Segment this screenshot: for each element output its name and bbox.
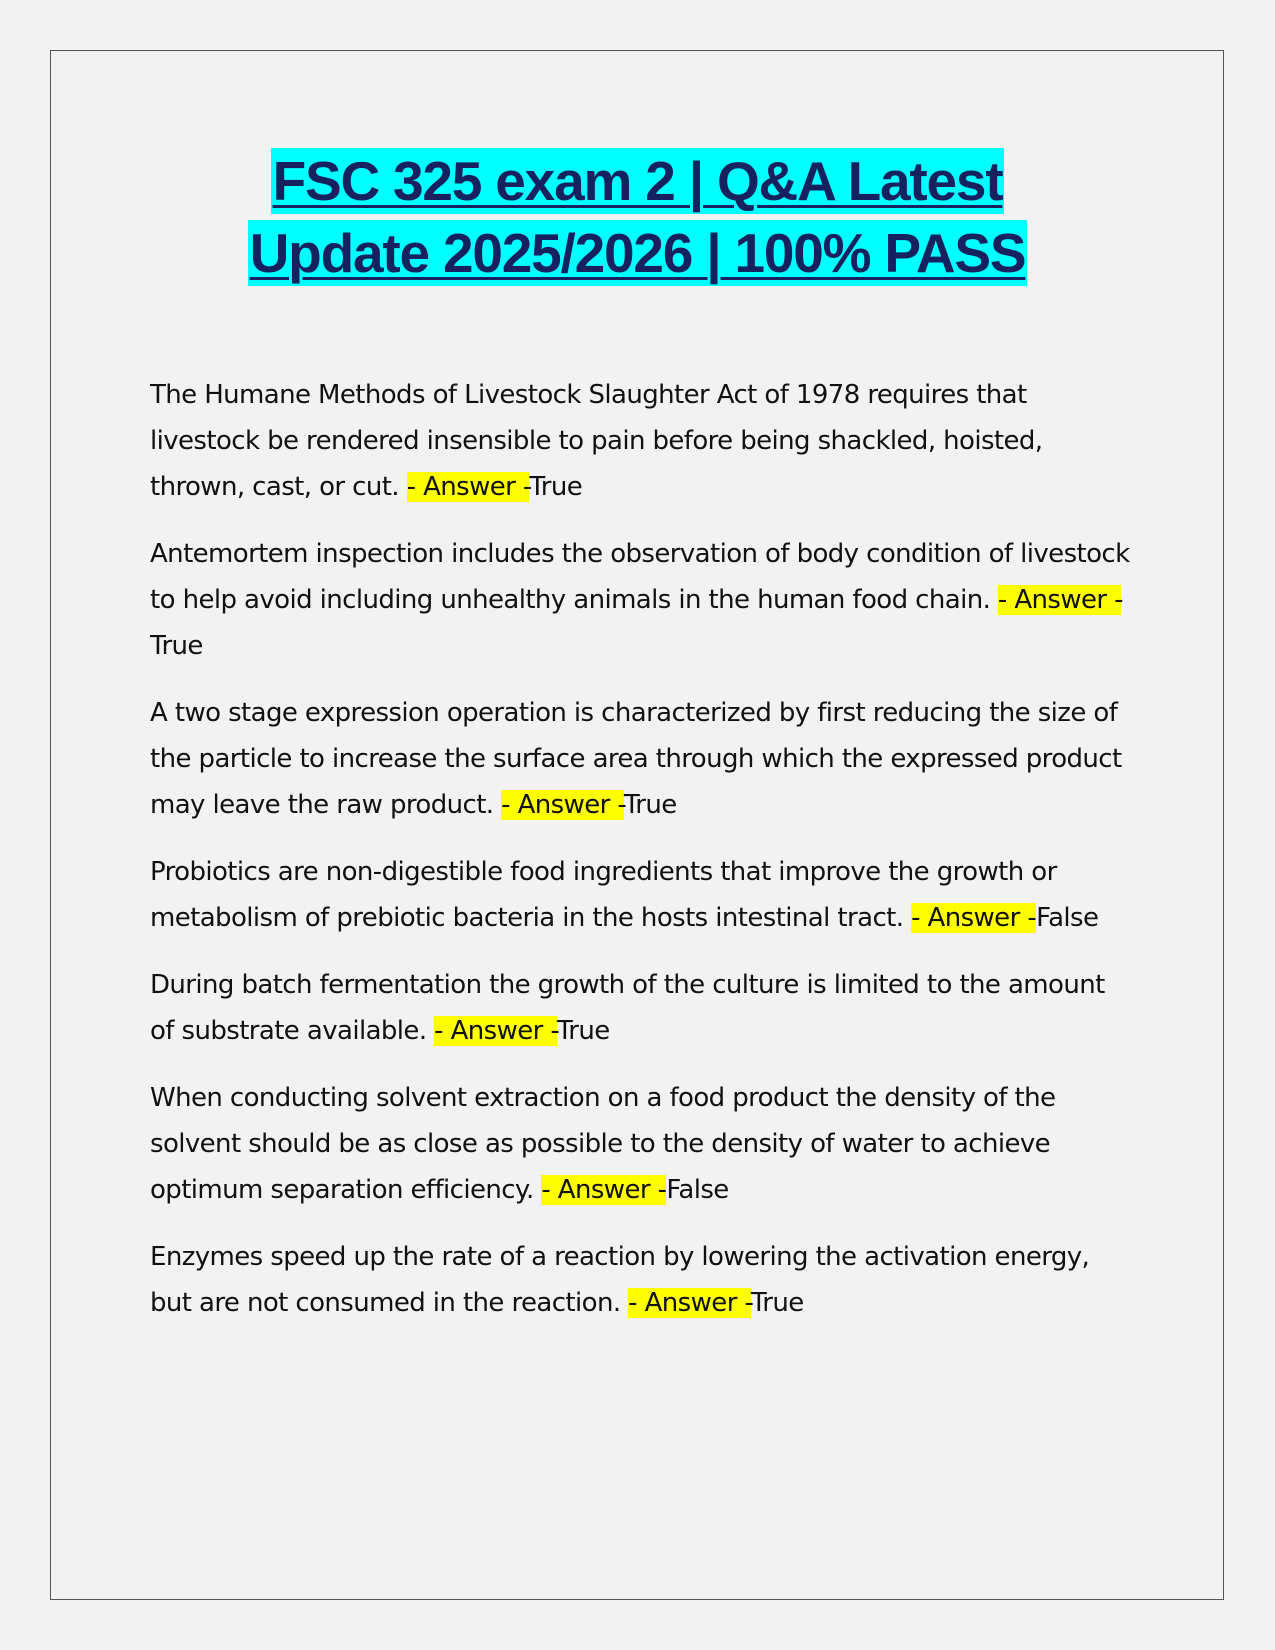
question-text: The Humane Methods of Livestock Slaughter Act of 1978 requires that livestock be rendered insensible to pain before being shackled, hoisted, thrown, cast, or cut.: [150, 380, 1043, 502]
answer-marker: - Answer -: [501, 790, 624, 820]
title-line-1: FSC 325 exam 2 | Q&A Latest: [272, 150, 1003, 212]
qa-list: [150, 372, 1130, 1347]
answer-value: True: [150, 631, 203, 661]
answer-value: True: [529, 472, 583, 502]
answer-value: True: [750, 1288, 804, 1318]
qa-item: [150, 531, 1130, 669]
answer-value: False: [1036, 903, 1099, 933]
question-text: A two stage expression operation is characterized by first reducing the size of the particle to increase the surface area through which the expressed product may leave the raw product.: [150, 698, 1122, 820]
qa-item: [150, 690, 1130, 828]
answer-value: False: [666, 1175, 729, 1205]
answer-marker: - Answer -: [911, 903, 1037, 933]
answer-marker: - Answer -: [434, 1016, 557, 1046]
answer-marker: - Answer -: [541, 1175, 667, 1205]
question-text: Probiotics are non-digestible food ingredients that improve the growth or metabolism of prebiotic bacteria in the hosts intestinal tract.: [150, 857, 1057, 933]
document-title: [0, 148, 1275, 292]
answer-value: True: [623, 790, 677, 820]
qa-item: [150, 962, 1130, 1054]
question-text: Enzymes speed up the rate of a reaction by lowering the activation energy, but are not consumed in the reaction.: [150, 1242, 1090, 1318]
title-line-2: Update 2025/2026 | 100% PASS: [249, 222, 1026, 284]
answer-marker: - Answer -: [628, 1288, 751, 1318]
question-text: When conducting solvent extraction on a food product the density of the solvent should be as close as possible to the density of water to achieve optimum separation efficiency.: [150, 1083, 1056, 1205]
answer-marker: - Answer -: [997, 585, 1121, 615]
question-text: During batch fermentation the growth of the culture is limited to the amount of substrate available.: [150, 970, 1105, 1046]
answer-value: True: [556, 1016, 610, 1046]
qa-item: [150, 1234, 1130, 1326]
answer-marker: - Answer -: [406, 472, 530, 502]
qa-item: [150, 849, 1130, 941]
qa-item: [150, 1075, 1130, 1213]
question-text: Antemortem inspection includes the observation of body condition of livestock to help avoid including unhealthy animals in the human food chain.: [150, 539, 1130, 615]
qa-item: [150, 372, 1130, 510]
